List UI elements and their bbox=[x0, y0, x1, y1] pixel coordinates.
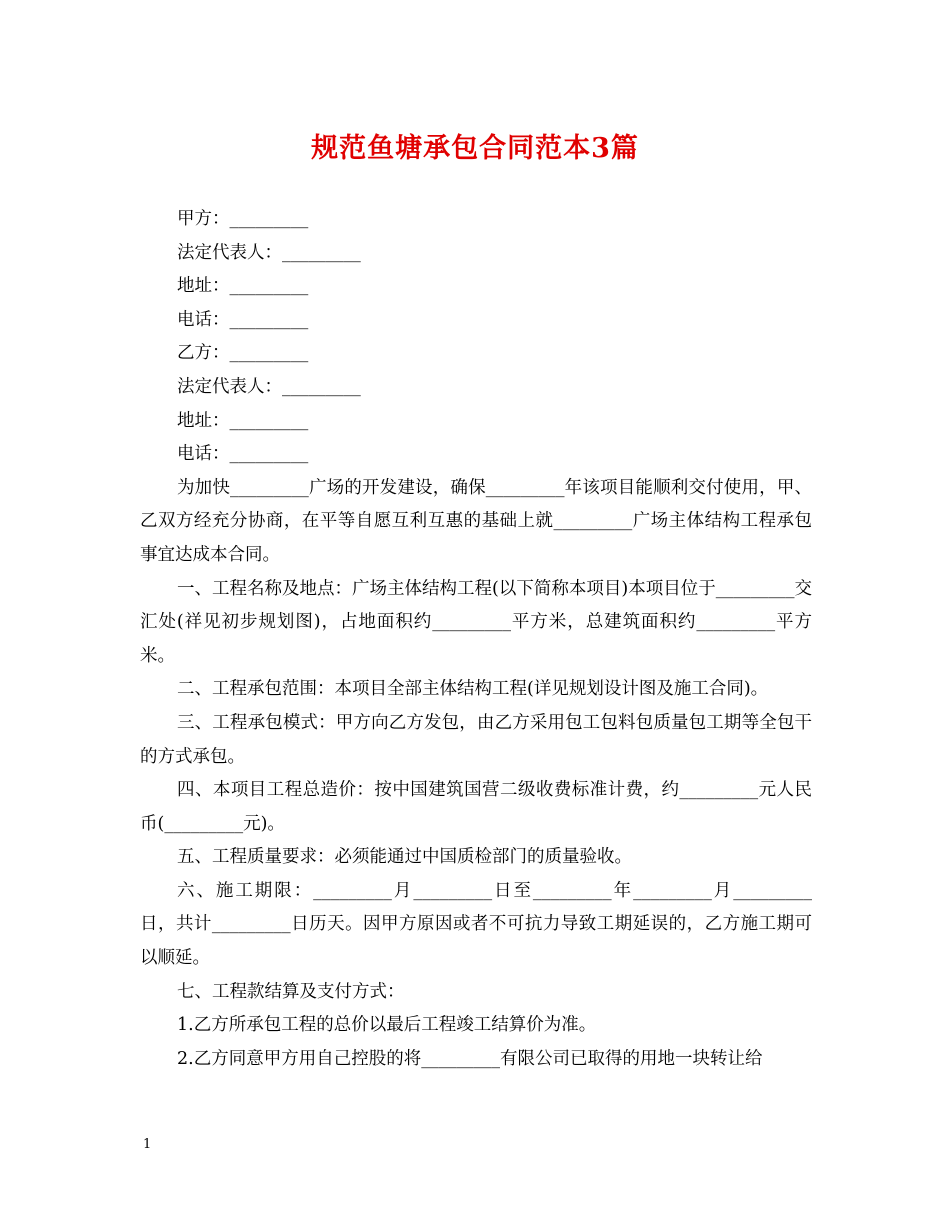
clause-1-name-location: 一、工程名称及地点：广场主体结构工程(以下简称本项目)本项目位于_________交汇处(祥见初步规划图)，占地面积约_________平方米，总建筑面积约_________平方米。 bbox=[140, 578, 812, 666]
party-a-phone-line: 电话：_________ bbox=[177, 309, 309, 330]
party-a-line: 甲方：_________ bbox=[177, 209, 309, 229]
party-b-phone-line: 电话：_________ bbox=[177, 444, 309, 465]
document-body bbox=[140, 203, 812, 1076]
party-b-line: 乙方：_________ bbox=[177, 343, 309, 364]
party-b-address-line: 地址：_________ bbox=[177, 410, 309, 431]
clause-4-total-cost: 四、本项目工程总造价：按中国建筑国营二级收费标准计费，约_________元人民币(_________元)。 bbox=[140, 780, 812, 834]
document-title: 规范鱼塘承包合同范本3篇 bbox=[311, 133, 639, 164]
clause-2-scope: 二、工程承包范围：本项目全部主体结构工程(详见规划设计图及施工合同)。 bbox=[177, 679, 769, 700]
clause-6-period: 六、施工期限：_________月_________日至_________年_________月_________日，共计_________日历天。因甲方原因或者不可抗力导致工期延误的，乙方施工期可以顺延。 bbox=[140, 880, 812, 969]
party-a-representative-line: 法定代表人：_________ bbox=[177, 242, 361, 263]
party-a-address-line: 地址：_________ bbox=[177, 276, 309, 297]
contract-preamble: 为加快_________广场的开发建设，确保_________年该项目能顺利交付使用，甲、乙双方经充分协商，在平等自愿互利互惠的基础上就_________广场主体结构工程承包事宜达成本合同。 bbox=[140, 477, 812, 565]
clause-3-mode: 三、工程承包模式：甲方向乙方发包，由乙方采用包工包料包质量包工期等全包干的方式承包。 bbox=[140, 712, 812, 767]
clause-7-item-2: 2.乙方同意甲方用自己控股的将_________有限公司已取得的用地一块转让给 bbox=[177, 1048, 763, 1069]
party-b-representative-line: 法定代表人：_________ bbox=[177, 376, 361, 397]
clause-5-quality: 五、工程质量要求：必须能通过中国质检部门的质量验收。 bbox=[177, 847, 632, 868]
page-number: 1 bbox=[143, 1137, 152, 1152]
clause-7-payment: 七、工程款结算及支付方式： bbox=[177, 981, 405, 1002]
clause-7-item-1: 1.乙方所承包工程的总价以最后工程竣工结算价为准。 bbox=[177, 1015, 597, 1036]
